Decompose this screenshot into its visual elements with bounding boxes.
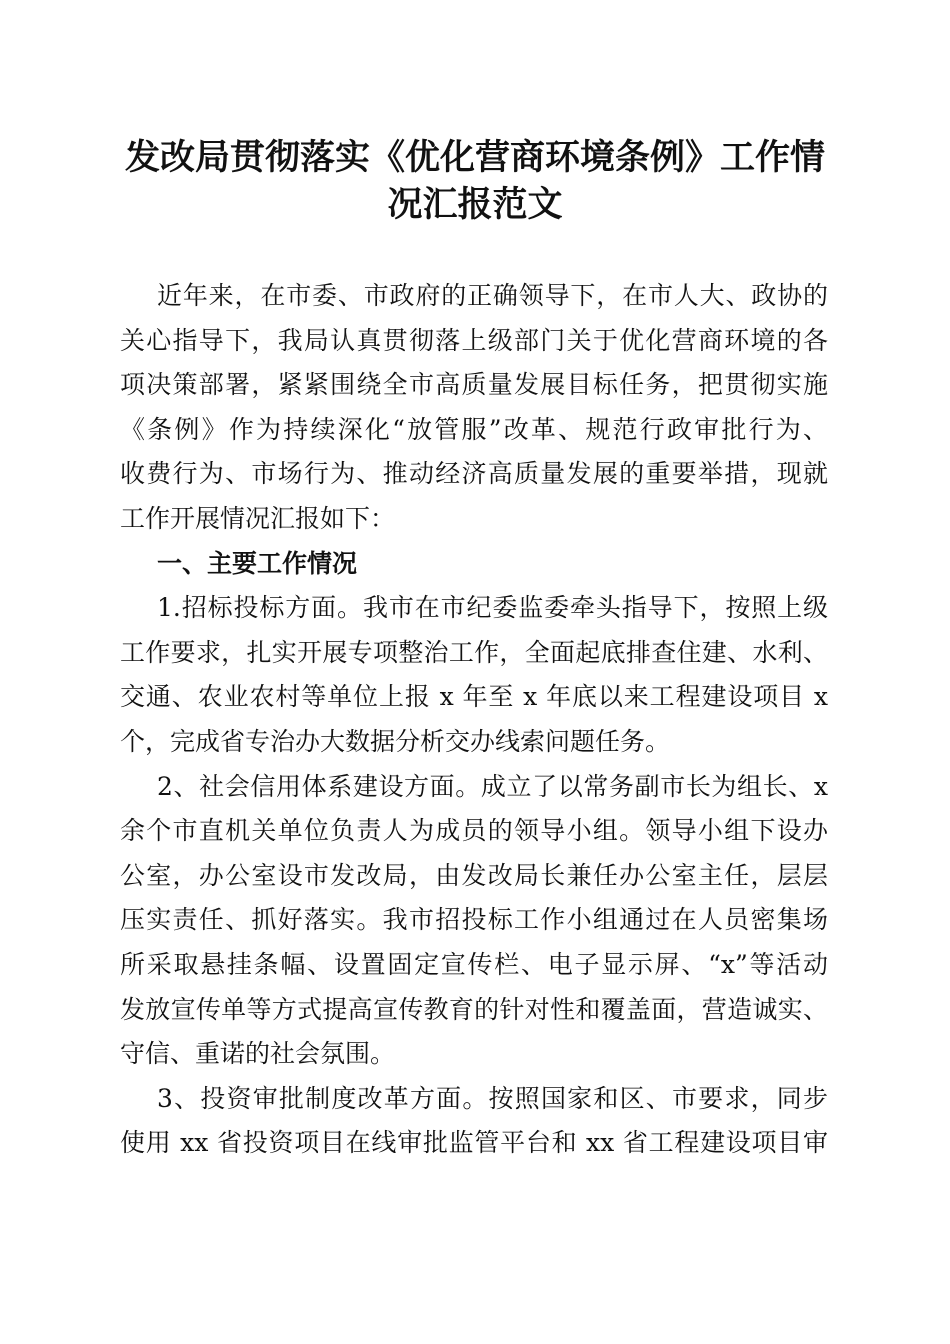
text-line: 近年来，在市委、市政府的正确领导下，在市人大、政协的 — [157, 281, 828, 310]
text-line: 《条例》作为持续深化“放管服”改革、规范行政审批行为、 — [120, 414, 828, 444]
text-line: 守信、重诺的社会氛围。 — [120, 1039, 396, 1069]
text-line: 工作开展情况汇报如下： — [120, 503, 396, 533]
paragraph — [120, 765, 828, 1077]
text-line: 余个市直机关单位负责人为成员的领导小组。领导小组下设办 — [120, 816, 828, 846]
text-line: 2、社会信用体系建设方面。成立了以常务副市长为组长、x — [157, 771, 828, 801]
paragraph — [120, 274, 828, 542]
title-line-2: 况汇报范文 — [387, 184, 563, 225]
text-line: 交通、农业农村等单位上报 x 年至 x 年底以来工程建设项目 x — [120, 682, 828, 712]
text-line: 1.招标投标方面。我市在市纪委监委牵头指导下，按照上级 — [157, 593, 828, 623]
text-line: 公室，办公室设市发改局，由发改局长兼任办公室主任，层层 — [120, 860, 828, 890]
text-line: 个，完成省专治办大数据分析交办线索问题任务。 — [120, 726, 671, 756]
text-line: 工作要求，扎实开展专项整治工作，全面起底排查住建、水利、 — [120, 637, 828, 667]
text-line: 压实责任、抓好落实。我市招投标工作小组通过在人员密集场 — [120, 905, 828, 935]
text-line: 发放宣传单等方式提高宣传教育的针对性和覆盖面，营造诚实、 — [120, 994, 828, 1024]
document-body — [120, 274, 828, 1166]
text-line: 3、投资审批制度改革方面。按照国家和区、市要求，同步 — [157, 1083, 828, 1113]
text-line: 使用 xx 省投资项目在线审批监管平台和 xx 省工程建设项目审 — [120, 1128, 828, 1158]
paragraph — [120, 586, 828, 764]
text-line: 收费行为、市场行为、推动经济高质量发展的重要举措，现就 — [120, 459, 828, 489]
text-line: 关心指导下，我局认真贯彻落上级部门关于优化营商环境的各 — [120, 325, 828, 355]
text-line: 项决策部署，紧紧围绕全市高质量发展目标任务，把贯彻实施 — [120, 370, 828, 400]
text-line: 所采取悬挂条幅、设置固定宣传栏、电子显示屏、“x”等活动 — [120, 949, 828, 979]
section-heading: 一、主要工作情况 — [157, 548, 358, 578]
paragraph — [120, 1077, 828, 1166]
document-title — [100, 134, 850, 228]
title-line-1: 发改局贯彻落实《优化营商环境条例》工作情 — [124, 137, 825, 178]
